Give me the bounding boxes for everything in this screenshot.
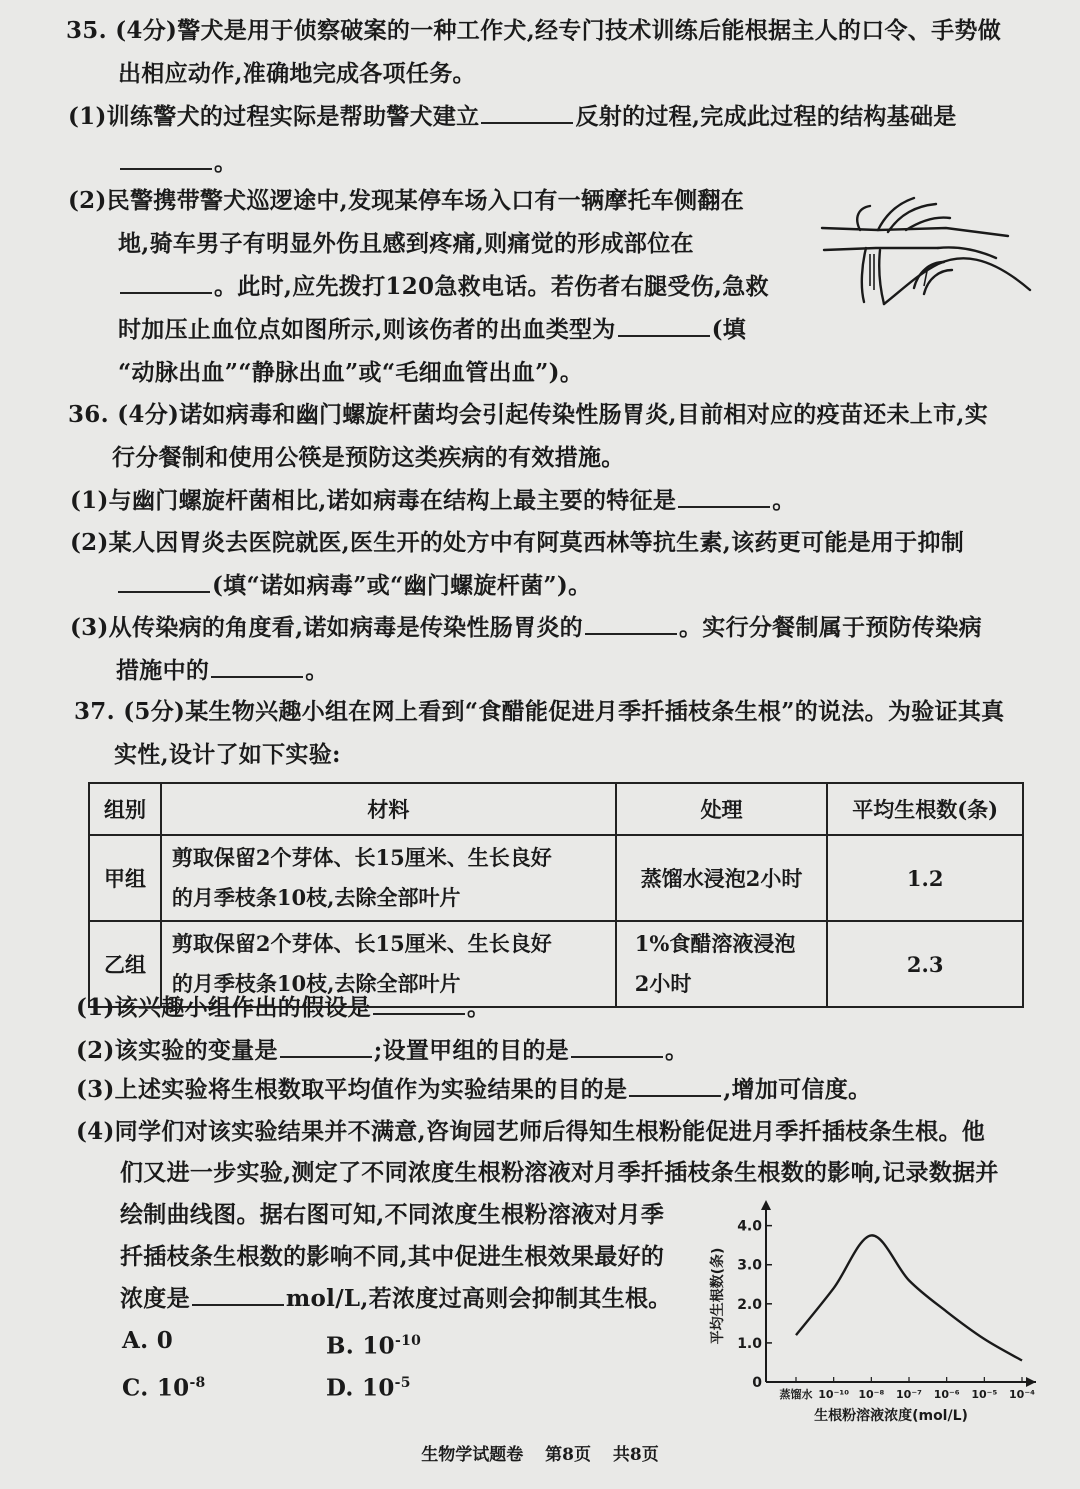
option-c-exponent: -8 (189, 1375, 206, 1391)
q36-stem-line1: 36. (4分)诺如病毒和幽门螺旋杆菌均会引起传染性肠胃炎,目前相对应的疫苗还未上市,实 (68, 401, 989, 428)
answer-blank[interactable] (678, 486, 770, 508)
answer-blank[interactable] (192, 1284, 284, 1306)
header-group: 组别 (89, 783, 161, 835)
cell-treatment (616, 835, 828, 921)
punctuation: 。 (214, 149, 238, 176)
header-treatment: 处理 (616, 783, 828, 835)
punctuation: 。 (664, 1037, 689, 1064)
header-avg-roots: 平均生根数(条) (827, 783, 1023, 835)
option-d[interactable] (326, 1368, 411, 1404)
header-material: 材料 (161, 783, 616, 835)
option-b-base: B. 10 (326, 1332, 395, 1360)
q37-p3-text-a: (3)上述实验将生根数取平均值作为实验结果的目的是 (76, 1076, 628, 1103)
material-line1: 剪取保留2个芽体、长15厘米、生长良好 (171, 931, 552, 956)
q36-part2-line2 (116, 571, 591, 601)
q35-p2-line4-tail: (填 (711, 316, 747, 343)
cell-material (161, 835, 616, 921)
footer-title: 生物学试题卷 (421, 1445, 524, 1465)
q37-part4-line1: (4)同学们对该实验结果并不满意,咨询园艺师后得知生根粉能促进月季扦插枝条生根。他 (76, 1118, 986, 1145)
material-line1: 剪取保留2个芽体、长15厘米、生长良好 (171, 845, 552, 870)
cell-treatment (616, 921, 828, 1007)
q35-p1-text-a: (1)训练警犬的过程实际是帮助警犬建立 (68, 103, 480, 130)
q37-p4-line5-text-a: 浓度是 (120, 1285, 190, 1312)
x-tick-label: 蒸馏水 (779, 1388, 813, 1401)
treatment-line1: 1%食醋溶液浸泡 (634, 931, 796, 956)
q35-p2-line5: “动脉出血”“静脉出血”或“毛细血管出血”)。 (118, 359, 584, 386)
q36-p3-text-a: (3)从传染病的角度看,诺如病毒是传染性肠胃炎的 (70, 614, 583, 641)
q35-p2-line4-text: 时加压止血位点如图所示,则该伤者的出血类型为 (118, 316, 616, 343)
option-d-exponent: -5 (394, 1375, 411, 1391)
treatment-line1: 蒸馏水浸泡2小时 (640, 866, 803, 891)
material-line2: 的月季枝条10枝,去除全部叶片 (171, 971, 461, 996)
y-tick-label: 3.0 (737, 1257, 762, 1274)
q35-p2-line3-text: 。此时,应先拨打120急救电话。若伤者右腿受伤,急救 (214, 273, 769, 300)
q37-part3 (76, 1075, 871, 1105)
option-b[interactable] (326, 1326, 421, 1362)
x-tick-label: 10⁻⁷ (896, 1388, 922, 1401)
cell-value: 1.2 (827, 835, 1023, 921)
q37-part2 (76, 1036, 688, 1066)
x-axis-arrow (1026, 1377, 1036, 1387)
q35-stem-line2: 出相应动作,准确地完成各项任务。 (118, 60, 476, 87)
q36-part1 (70, 486, 796, 516)
q36-p1-text: (1)与幽门螺旋杆菌相比,诺如病毒在结构上最主要的特征是 (70, 487, 677, 514)
material-line2: 的月季枝条10枝,去除全部叶片 (171, 885, 461, 910)
y-axis-label: 平均生根数(条) (710, 1247, 726, 1345)
q35-p2-line3 (118, 272, 769, 302)
option-d-base: D. 10 (326, 1374, 395, 1402)
rooting-concentration-chart (700, 1196, 1040, 1432)
cell-group: 乙组 (89, 921, 161, 1007)
punctuation: 。 (772, 487, 796, 514)
q37-stem-line2: 实性,设计了如下实验: (114, 741, 341, 768)
chart-axes (761, 1200, 1036, 1387)
y-axis-arrow (761, 1200, 771, 1210)
answer-blank[interactable] (373, 993, 465, 1015)
option-c-base: C. 10 (122, 1374, 190, 1402)
y-tick-label: 0 (752, 1375, 762, 1391)
experiment-table (88, 782, 1024, 1008)
footer-total: 共8页 (612, 1445, 659, 1465)
q35-p2-line4 (118, 315, 746, 345)
q37-part4-line4: 扦插枝条生根数的影响不同,其中促进生根效果最好的 (120, 1243, 665, 1270)
y-tick-label: 4.0 (737, 1218, 762, 1235)
footer-page: 第8页 (545, 1445, 591, 1465)
option-c[interactable] (122, 1368, 206, 1404)
q37-part4-line2: 们又进一步实验,测定了不同浓度生根粉溶液对月季扦插枝条生根数的影响,记录数据并 (120, 1159, 999, 1186)
q37-stem-line1: 37. (5分)某生物兴趣小组在网上看到“食醋能促进月季扦插枝条生根”的说法。为验证其真 (74, 698, 1005, 725)
x-tick-label: 10⁻⁵ (971, 1388, 998, 1401)
q37-part4-line5 (120, 1284, 672, 1314)
q35-p2-line2: 地,骑车男子有明显外伤且感到疼痛,则痛觉的形成部位在 (118, 230, 694, 257)
answer-blank[interactable] (118, 571, 210, 593)
answer-blank[interactable] (585, 613, 677, 635)
y-tick-label: 1.0 (737, 1335, 762, 1352)
table-row (89, 835, 1023, 921)
q37-p3-text-b: ,增加可信度。 (723, 1076, 872, 1103)
q37-p2-text-a: (2)该实验的变量是 (76, 1037, 278, 1064)
q36-part2-line1: (2)某人因胃炎去医院就医,医生开的处方中有阿莫西林等抗生素,该药更可能是用于抑制 (70, 529, 965, 556)
q36-part3-line2 (116, 656, 329, 686)
option-b-exponent: -10 (394, 1333, 422, 1349)
q36-part3-line1 (70, 613, 982, 643)
series-line (796, 1235, 1022, 1360)
q35-p1-text-b: 反射的过程,完成此过程的结构基础是 (575, 103, 957, 130)
answer-blank[interactable] (629, 1075, 721, 1097)
x-tick-label: 10⁻⁶ (933, 1388, 960, 1401)
cell-group: 甲组 (89, 835, 161, 921)
answer-blank[interactable] (120, 148, 212, 170)
x-tick-label: 10⁻¹⁰ (818, 1388, 850, 1401)
x-tick-label: 10⁻⁴ (1009, 1388, 1035, 1401)
q35-part1-line2 (118, 148, 237, 178)
cell-value: 2.3 (827, 921, 1023, 1007)
punctuation: 。 (305, 657, 329, 684)
q35-p2-line1: (2)民警携带警犬巡逻途中,发现某停车场入口有一辆摩托车侧翻在 (68, 187, 745, 214)
table-header-row (89, 783, 1023, 835)
q36-stem-line2: 行分餐制和使用公筷是预防这类疾病的有效措施。 (112, 444, 625, 471)
answer-blank[interactable] (120, 272, 212, 294)
answer-blank[interactable] (481, 102, 573, 124)
y-tick-label: 2.0 (737, 1296, 762, 1313)
q35-stem-line1: 35. (4分)警犬是用于侦察破案的一种工作犬,经专门技术训练后能根据主人的口令、手势做 (66, 17, 1001, 44)
q37-part1 (76, 993, 490, 1023)
answer-blank[interactable] (211, 656, 303, 678)
q36-p3-text-b: 。实行分餐制属于预防传染病 (678, 614, 982, 641)
answer-blank[interactable] (571, 1036, 663, 1058)
q36-p2-text: (填“诺如病毒”或“幽门螺旋杆菌”)。 (212, 572, 592, 599)
page-footer (0, 1440, 1080, 1465)
q35-part1 (68, 102, 957, 132)
chart-series (796, 1235, 1022, 1360)
answer-blank[interactable] (280, 1036, 372, 1058)
q36-p3-line2-text: 措施中的 (116, 657, 210, 684)
q37-p4-line5-text-b: mol/L,若浓度过高则会抑制其生根。 (285, 1285, 672, 1312)
punctuation: 。 (466, 994, 491, 1021)
x-axis-label: 生根粉溶液浓度(mol/L) (814, 1408, 968, 1424)
q37-part4-line3: 绘制曲线图。据右图可知,不同浓度生根粉溶液对月季 (120, 1201, 665, 1228)
q37-p2-text-b: ;设置甲组的目的是 (373, 1037, 569, 1064)
treatment-line2: 2小时 (634, 971, 692, 996)
answer-blank[interactable] (618, 315, 710, 337)
q37-p1-text: (1)该兴趣小组作出的假设是 (76, 994, 371, 1021)
x-tick-label: 10⁻⁸ (858, 1388, 885, 1401)
option-a[interactable]: A. 0 (122, 1327, 174, 1354)
leg-pressure-illustration (818, 190, 1034, 310)
